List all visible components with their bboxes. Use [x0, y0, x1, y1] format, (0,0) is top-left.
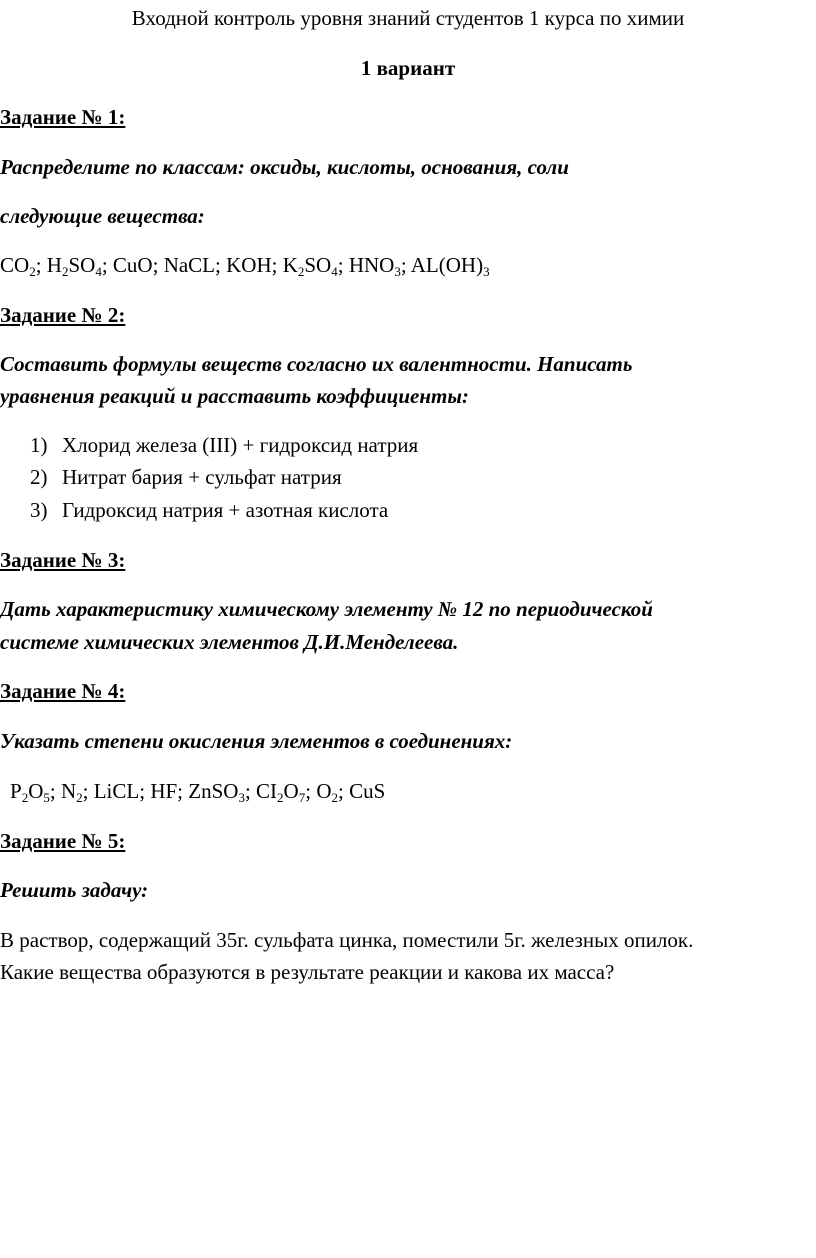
task-5-problem-line-1: В раствор, содержащий 35г. сульфата цинка, поместили 5г. железных опилок.: [0, 928, 694, 952]
list-item-text: Гидроксид натрия + азотная кислота: [62, 498, 389, 522]
list-item: [30, 496, 388, 524]
list-item: [30, 431, 418, 459]
chemical-formula: CuO: [112, 253, 153, 277]
document-title: Входной контроль уровня знаний студентов 1 курса по химии: [131, 6, 685, 30]
task-1-prompt-line-1: Распределите по классам: оксиды, кислоты, основания, соли: [0, 155, 569, 179]
task-3-heading: Задание № 3:: [0, 548, 126, 572]
task-1-heading: Задание № 1:: [0, 105, 126, 129]
task-4-prompt: Указать степени окисления элементов в соединениях:: [0, 729, 513, 753]
variant-label: 1 вариант: [360, 56, 456, 80]
task-5-heading: Задание № 5:: [0, 829, 126, 853]
list-item-text: Нитрат бария + сульфат натрия: [62, 465, 342, 489]
list-item-number: 2): [30, 465, 48, 489]
task-5-problem-line-2: Какие вещества образуются в результате реакции и какова их масса?: [0, 960, 615, 984]
list-item-number: 1): [30, 433, 48, 457]
chemical-formula: CuS: [349, 779, 386, 803]
chemical-formula: $P_2O_5$: [10, 779, 50, 805]
chemical-formula: $O_2$: [316, 779, 338, 805]
task-5-prompt: Решить задачу:: [0, 878, 149, 902]
chemical-formula: $AL(OH)_3$: [410, 253, 490, 279]
task-2-prompt-line-1: Составить формулы веществ согласно их валентности. Написать: [0, 352, 633, 376]
chemical-formula: $H_2SO_4$: [46, 253, 102, 279]
chemical-formula: $CO_2$: [0, 253, 36, 279]
chemical-formula: $N_2$: [60, 779, 83, 805]
chemical-formula: $HNO_3$: [348, 253, 401, 279]
task-2-heading: Задание № 2:: [0, 303, 126, 327]
chemical-formula: $K_2SO_4$: [282, 253, 338, 279]
chemical-formula: ZnSO$_3$: [188, 779, 245, 805]
chemical-formula: $CI_2O_7$: [256, 779, 306, 805]
list-item: [30, 463, 342, 491]
list-item-number: 3): [30, 498, 48, 522]
task-4-formula-list: $P_2O_5$; $N_2$; LiCL; HF; ZnSO$_3$; $CI_2O_7$; $O_2$; CuS: [10, 779, 386, 805]
task-1-formula-list: $CO_2$; $H_2SO_4$; CuO; NaCL; KOH; $K_2SO_4$; $HNO_3$; $AL(OH)_3$: [0, 253, 490, 279]
chemical-formula: NaCL: [163, 253, 216, 277]
chemical-formula: HF: [150, 779, 178, 803]
task-2-prompt-line-2: уравнения реакций и расставить коэффициенты:: [0, 384, 469, 408]
task-3-prompt-line-1: Дать характеристику химическому элементу № 12 по периодической: [0, 597, 653, 621]
task-1-prompt-line-2: следующие вещества:: [0, 204, 205, 228]
chemical-formula: LiCL: [93, 779, 140, 803]
task-3-prompt-line-2: системе химических элементов Д.И.Менделеева.: [0, 630, 459, 654]
chemical-formula: KOH: [226, 253, 272, 277]
task-4-heading: Задание № 4:: [0, 679, 126, 703]
list-item-text: Хлорид железа (III) + гидроксид натрия: [62, 433, 419, 457]
